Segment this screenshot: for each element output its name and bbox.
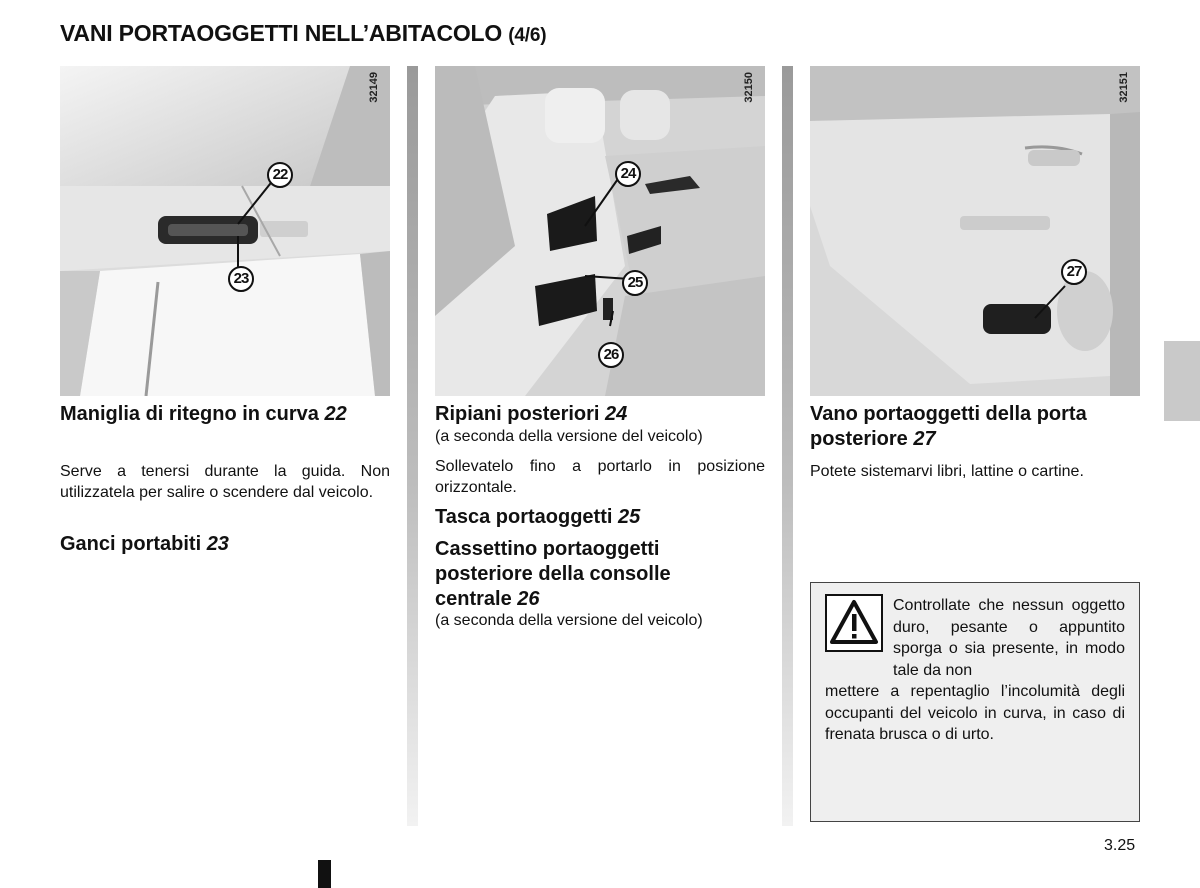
heading-storage-pocket — [435, 505, 765, 530]
heading-ref-number: 25 — [618, 506, 641, 528]
column-divider — [782, 66, 793, 826]
heading-text: Cassettino portaoggetti posteriore della consolle centrale — [435, 538, 671, 610]
heading-text: Vano portaoggetti della porta posteriore — [810, 403, 1087, 450]
heading-ref-number: 27 — [913, 428, 936, 450]
heading-text: Ripiani posteriori — [435, 403, 600, 425]
rear-door-pocket-photo — [810, 66, 1140, 396]
version-note: (a seconda della versione del veicolo) — [435, 612, 703, 629]
warning-text-lead: Controllate che nessun oggetto duro, pesante o appuntito sporga o sia presente, in modo tale da non — [893, 597, 1125, 679]
section-tab — [1164, 341, 1200, 421]
page-title-part: (4/6) — [508, 25, 547, 46]
warning-text — [825, 595, 1125, 746]
page-title-text: VANI PORTAOGGETTI NELL’ABITACOLO — [60, 20, 503, 46]
heading-ref-number: 22 — [324, 403, 347, 425]
heading-text: Tasca portaoggetti — [435, 506, 613, 528]
grab-handle-description: Serve a tenersi durante la guida. Non utilizzatela per salire o scendere dal veicolo. — [60, 463, 390, 501]
heading-door-pocket — [810, 402, 1140, 452]
callout-23: 23 — [228, 266, 254, 292]
version-note: (a seconda della versione del veicolo) — [435, 428, 703, 445]
heading-console-compartment — [435, 537, 745, 612]
warning-box — [810, 582, 1140, 822]
heading-rear-shelves — [435, 402, 765, 427]
column-divider — [407, 66, 418, 826]
page-number: 3.25 — [1104, 837, 1136, 854]
door-pocket-description: Potete sistemarvi libri, lattine o cartine. — [810, 463, 1084, 480]
heading-coat-hooks — [60, 532, 390, 557]
heading-ref-number: 26 — [517, 588, 540, 610]
heading-grab-handle — [60, 402, 390, 427]
photo-code: 32150 — [743, 72, 755, 103]
page-title — [60, 20, 546, 47]
warning-text-rest: mettere a repentaglio l’incolumità degli occupanti del veicolo in curva, in caso di frenata brusca o di urto. — [825, 683, 1125, 743]
photo-code: 32151 — [1118, 72, 1130, 103]
rear-shelves-description: Sollevatelo fino a portarlo in posizione orizzontale. — [435, 458, 765, 496]
print-mark — [318, 860, 331, 888]
heading-text: Maniglia di ritegno in curva — [60, 403, 319, 425]
photo-code: 32149 — [368, 72, 380, 103]
callout-27: 27 — [1061, 259, 1087, 285]
callout-25: 25 — [622, 270, 648, 296]
callout-22: 22 — [267, 162, 293, 188]
heading-ref-number: 24 — [605, 403, 628, 425]
heading-ref-number: 23 — [206, 533, 229, 555]
heading-text: Ganci portabiti — [60, 533, 202, 555]
callout-24: 24 — [615, 161, 641, 187]
roof-grab-handle-photo — [60, 66, 390, 396]
callout-26: 26 — [598, 342, 624, 368]
